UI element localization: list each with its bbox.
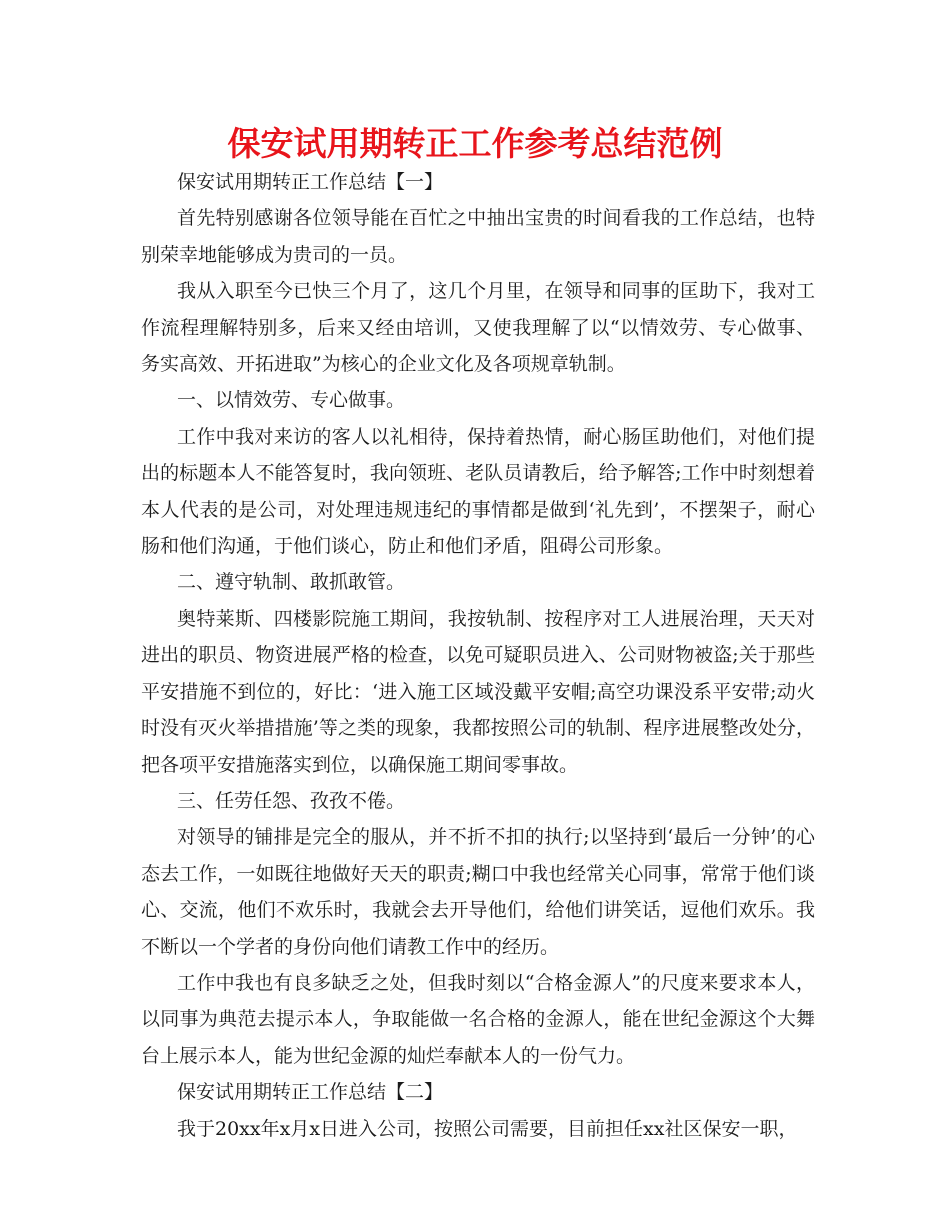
paragraph-section-two-start: 我于20xx年x月x日进入公司，按照公司需要，目前担任xx社区保安一职， [177, 1117, 798, 1140]
section-heading-one: 保安试用期转正工作总结【一】 [177, 171, 444, 193]
section-heading-two: 保安试用期转正工作总结【二】 [177, 1081, 444, 1104]
document-body [141, 164, 815, 1147]
paragraph-shortcomings: 工作中我也有良多缺乏之处，但我时刻以“合格金源人”的尺度来要求本人，以同事为典范去提示本人，争取能做一名合格的金源人，能在世纪金源这个大舞台上展示本人，能为世纪金源的灿烂奉献本人的一份气力。 [141, 971, 815, 1067]
paragraph-point-2: 奥特莱斯、四楼影院施工期间，我按轨制、按程序对工人进展治理，天天对进出的职员、物资进展严格的检查，以免可疑职员进入、公司财物被盗;关于那些平安措施不到位的，好比：‘进入施工区域没戴平安帽;高空功课没系平安带;动火时没有灭火举措措施’等之类的现象，我都按照公司的轨制、程序进展整改处分，把各项平安措施落实到位，以确保施工期间零事故。 [141, 607, 815, 776]
point-heading-2: 二、遵守轨制、敢抓敢管。 [177, 571, 406, 594]
point-heading-3: 三、任劳任怨、孜孜不倦。 [177, 789, 406, 812]
paragraph-point-1: 工作中我对来访的客人以礼相待，保持着热情，耐心肠匡助他们，对他们提出的标题本人不能答复时，我向领班、老队员请教后，给予解答;工作中时刻想着本人代表的是公司，对处理违规违纪的事情都是做到‘礼先到’，不摆架子，耐心肠和他们沟通，于他们谈心，防止和他们矛盾，阻碍公司形象。 [141, 425, 815, 558]
document-title: 保安试用期转正工作参考总结范例 [227, 124, 723, 163]
point-heading-1: 一、以情效劳、专心做事。 [177, 389, 406, 412]
paragraph-thanks: 首先特别感谢各位领导能在百忙之中抽出宝贵的时间看我的工作总结，也特别荣幸地能够成为贵司的一员。 [141, 207, 815, 266]
paragraph-intro: 我从入职至今已快三个月了，这几个月里，在领导和同事的匡助下，我对工作流程理解特别多，后来又经由培训，又使我理解了以“以情效劳、专心做事、务实高效、开拓进取”为核心的企业文化及各项规章轨制。 [141, 280, 815, 376]
paragraph-point-3: 对领导的铺排是完全的服从，并不折不扣的执行;以坚持到‘最后一分钟’的心态去工作，一如既往地做好天天的职责;糊口中我也经常关心同事，常常于他们谈心、交流，他们不欢乐时，我就会去开导他们，给他们讲笑话，逗他们欢乐。我不断以一个学者的身份向他们请教工作中的经历。 [141, 826, 815, 958]
